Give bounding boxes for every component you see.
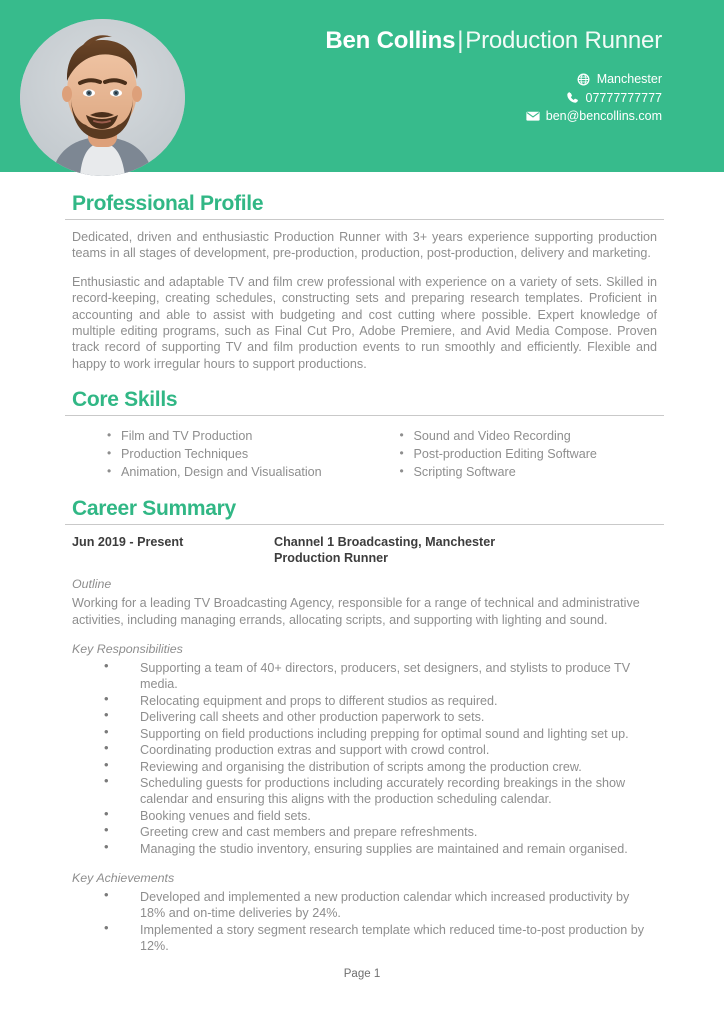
profile-photo — [20, 19, 185, 176]
skills-column-right — [365, 427, 658, 481]
skills-columns — [65, 425, 664, 481]
envelope-icon — [526, 109, 540, 123]
list-item: • Film and TV Production — [107, 427, 365, 445]
section-career-summary — [0, 497, 724, 954]
candidate-name: Ben Collins — [325, 27, 456, 54]
responsibilities-list — [72, 660, 657, 857]
section-divider — [65, 219, 664, 220]
job-title: Production Runner — [274, 551, 389, 566]
list-item: • Sound and Video Recording — [400, 427, 658, 445]
skills-list-right — [400, 427, 658, 481]
outline-text: Working for a leading TV Broadcasting Agency, responsible for a range of technical and administrative activities, including managing errands, allocating scripts, and supporting with lighting and sound. — [72, 596, 640, 627]
skills-column-left — [72, 427, 365, 481]
outline-label: Outline — [72, 577, 112, 592]
list-item: • Post-production Editing Software — [400, 445, 658, 463]
job-entry — [65, 534, 664, 954]
job-employer-block — [274, 534, 495, 566]
job-dates: Jun 2019 - Present — [72, 535, 184, 550]
page-footer — [0, 968, 724, 980]
list-item: • Coordinating production extras and support with crowd control. — [72, 742, 657, 758]
globe-icon — [577, 72, 591, 86]
section-heading-career-summary: Career Summary — [72, 497, 236, 521]
list-item: • Scheduling guests for productions including accurately recording breakings in the show calendar and ensuring this aligns with the production scheduling calendar. — [72, 775, 657, 808]
page-title — [325, 26, 662, 56]
cv-body — [0, 172, 724, 955]
list-item: • Managing the studio inventory, ensuring supplies are maintained and remain organised. — [72, 841, 657, 857]
list-item: • Animation, Design and Visualisation — [107, 463, 365, 481]
job-header — [72, 534, 657, 566]
contact-phone — [325, 89, 662, 108]
list-item: • Scripting Software — [400, 463, 658, 481]
phone-value: 07777777777 — [585, 90, 662, 105]
list-item: • Relocating equipment and props to different studios as required. — [72, 693, 657, 709]
achievements-label: Key Achievements — [72, 870, 175, 885]
skills-list-left — [107, 427, 365, 481]
achievements-list — [72, 889, 657, 955]
header-identity — [325, 26, 662, 126]
responsibilities-label: Key Responsibilities — [72, 642, 183, 657]
email-value: ben@bencollins.com — [545, 109, 662, 123]
profile-paragraph-2: Enthusiastic and adaptable TV and film crew professional with experience on a variety of sets. Skilled in record-keeping, creating schedules, constructing sets and preparing research templates. Proficient in accounting and able to assist with budgeting and cost cutting where possible. Expert knowledge of multiple editing programs, such as Final Cut Pro, Adobe Premiere, and Avid Media Compose. Proven track record of supporting TV and film production events to run smoothly and efficiently. Flexible and happy to work irregular hours to support productions. — [72, 274, 657, 371]
phone-icon — [566, 91, 580, 105]
list-item: • Delivering call sheets and other production paperwork to sets. — [72, 709, 657, 725]
location-value: Manchester — [596, 72, 662, 86]
list-item: • Production Techniques — [107, 445, 365, 463]
list-item: • Greeting crew and cast members and prepare refreshments. — [72, 824, 657, 840]
section-heading-profile: Professional Profile — [72, 192, 264, 215]
section-divider — [65, 415, 664, 416]
section-core-skills — [0, 388, 724, 481]
name-separator: | — [457, 27, 464, 54]
list-item: • Developed and implemented a new production calendar which increased productivity by 18% and on-time deliveries by 24%. — [72, 889, 657, 922]
section-heading-core-skills: Core Skills — [72, 388, 178, 412]
contact-list — [325, 70, 662, 126]
section-divider — [65, 524, 664, 525]
list-item: • Booking venues and field sets. — [72, 808, 657, 824]
candidate-role: Production Runner — [465, 27, 662, 54]
section-professional-profile — [0, 192, 724, 372]
contact-location — [325, 70, 662, 89]
list-item: • Implemented a story segment research template which reduced time-to-post production by 12%. — [72, 922, 657, 955]
list-item: • Supporting on field productions including prepping for optimal sound and lighting set up. — [72, 726, 657, 742]
page-number: Page 1 — [343, 968, 381, 980]
list-item: • Reviewing and organising the distribution of scripts among the production crew. — [72, 759, 657, 775]
list-item: • Supporting a team of 40+ directors, producers, set designers, and stylists to produce TV media. — [72, 660, 657, 693]
job-employer: Channel 1 Broadcasting, Manchester — [274, 535, 496, 550]
contact-email — [325, 107, 662, 126]
profile-paragraph-1: Dedicated, driven and enthusiastic Production Runner with 3+ years experience supporting production teams in all stages of development, pre-production, production, post-production, delivery and marketing. — [72, 230, 657, 261]
